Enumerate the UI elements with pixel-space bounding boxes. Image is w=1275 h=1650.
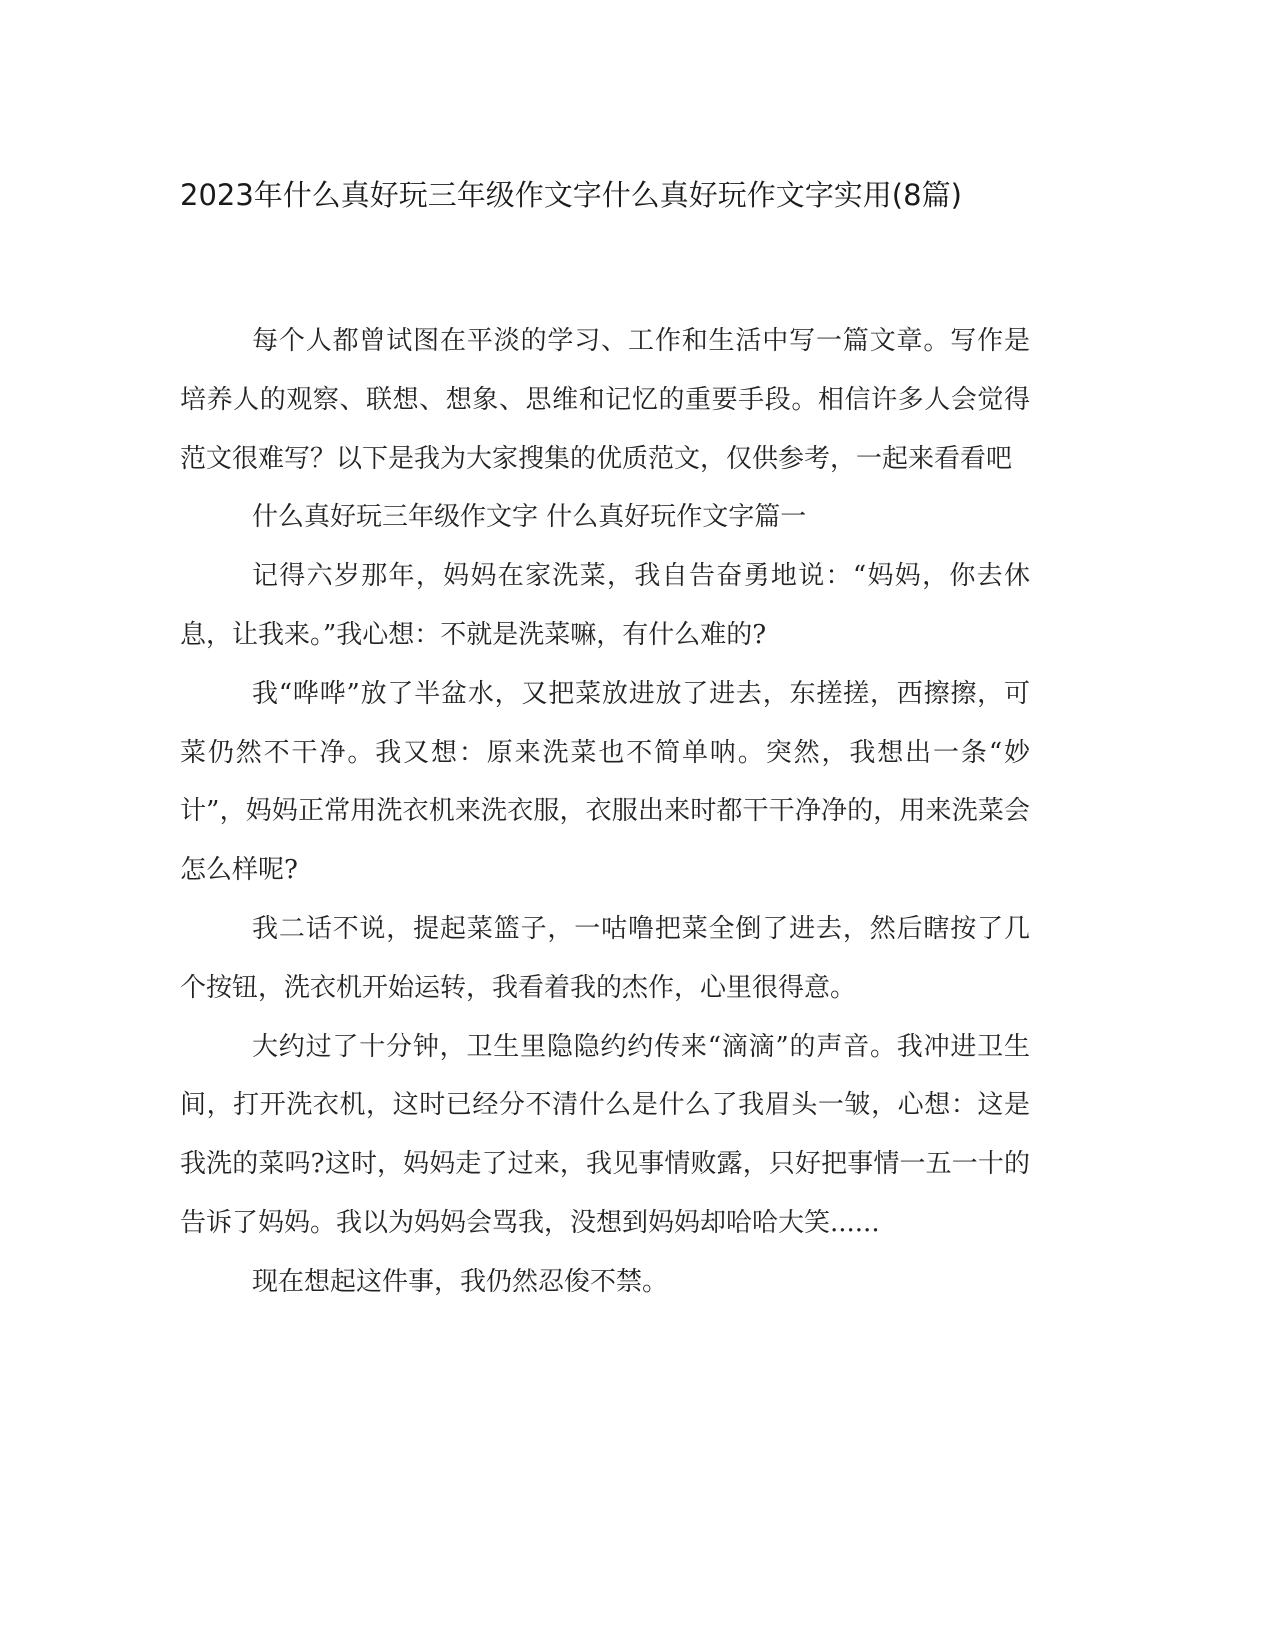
intro-paragraph: 每个人都曾试图在平淡的学习、工作和生活中写一篇文章。写作是培养人的观察、联想、想象、思维和记忆的重要手段。相信许多人会觉得范文很难写？以下是我为大家搜集的优质范文，仅供参考，一起来看看吧 — [180, 326, 1030, 474]
document-title: 2023年什么真好玩三年级作文字什么真好玩作文字实用(8篇) — [180, 178, 962, 212]
body-paragraph: 我二话不说，提起菜篮子，一咕噜把菜全倒了进去，然后瞎按了几个按钮，洗衣机开始运转，我看着我的杰作，心里很得意。 — [180, 913, 1030, 1003]
body-paragraph: 现在想起这件事，我仍然忍俊不禁。 — [252, 1266, 669, 1297]
body-paragraph: 我“哗哗”放了半盆水，又把菜放进放了进去，东搓搓，西擦擦，可菜仍然不干净。我又想：原来洗菜也不简单呐。突然，我想出一条“妙计”，妈妈正常用洗衣机来洗衣服，衣服出来时都干干净净的，用来洗菜会怎么样呢? — [180, 678, 1030, 886]
body-paragraph: 记得六岁那年，妈妈在家洗菜，我自告奋勇地说：“妈妈，你去休息，让我来。”我心想：不就是洗菜嘛，有什么难的? — [180, 561, 1030, 650]
document-body — [180, 312, 1030, 1312]
body-paragraph: 大约过了十分钟，卫生里隐隐约约传来“滴滴”的声音。我冲进卫生间，打开洗衣机，这时已经分不清什么是什么了我眉头一皱，心想：这是我洗的菜吗?这时，妈妈走了过来，我见事情败露，只好把事情一五一十的告诉了妈妈。我以为妈妈会骂我，没想到妈妈却哈哈大笑...... — [180, 1031, 1030, 1238]
section-heading: 什么真好玩三年级作文字 什么真好玩作文字篇一 — [252, 502, 807, 533]
